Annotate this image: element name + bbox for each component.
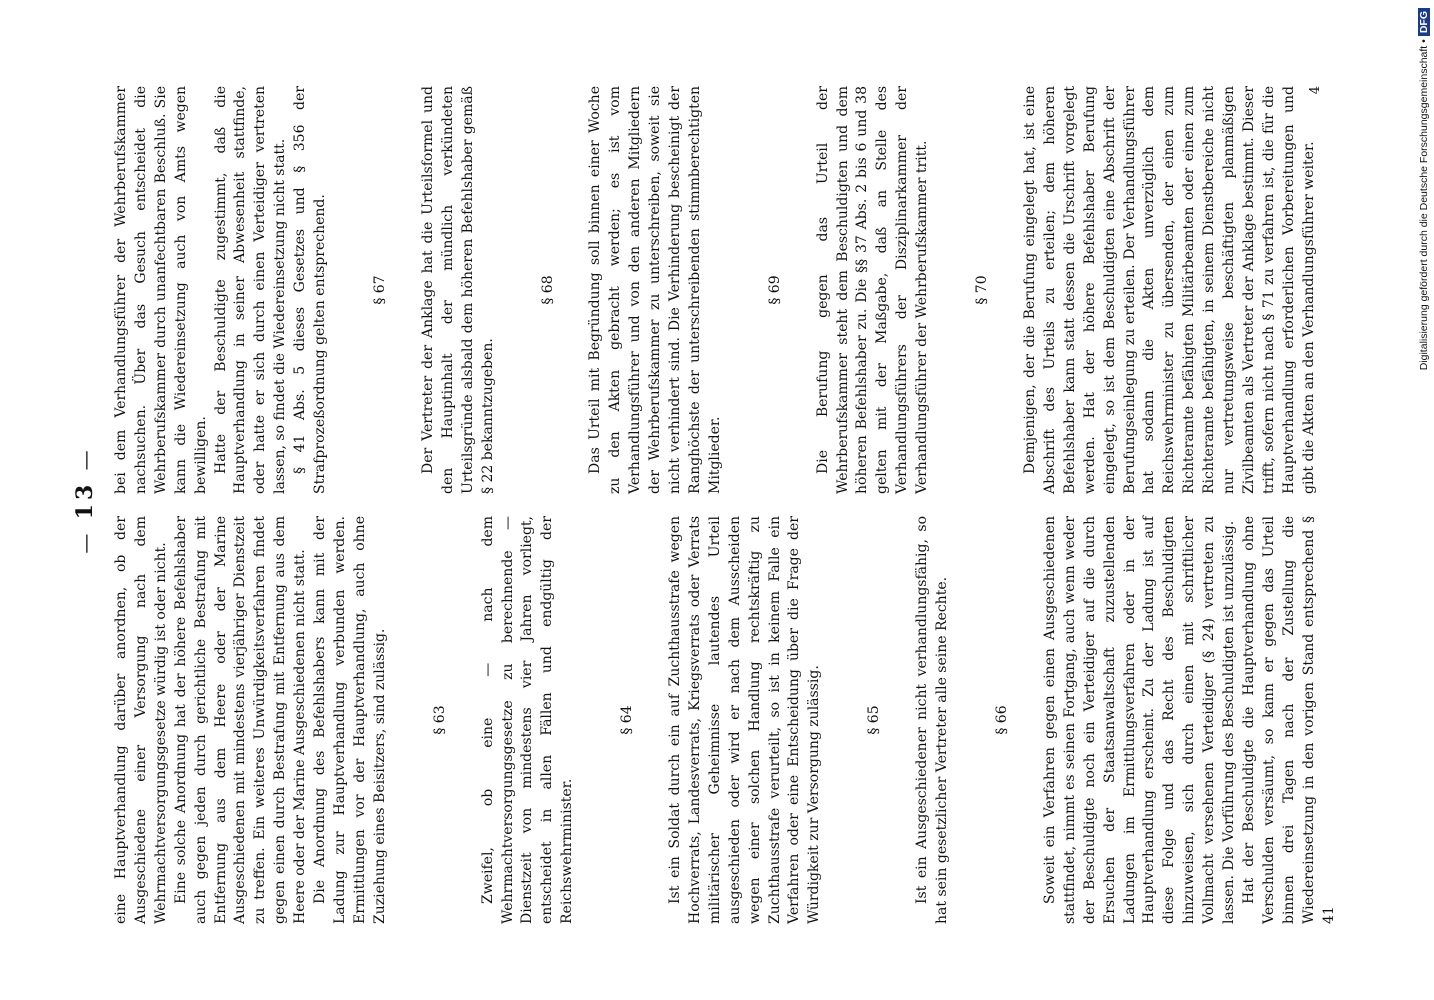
- section-heading-70: § 70: [974, 275, 991, 305]
- page-number: 13: [72, 480, 98, 520]
- paragraph: Die Berufung gegen das Urteil der Wehrberufskammer steht dem Beschuldigten und dem höheren Befehlshaber zu. Die §§ 37 Abs. 2 bis 6 und 38 gelten mit der Maßgabe, daß an Stelle des Verhandlungsführers der Disziplinarkammer der Verhandlungsführer der Wehrberufskammer tritt.: [814, 86, 931, 494]
- paragraph: § 41 Abs. 5 dieses Gesetzes und § 356 der Strafprozeßordnung gelten entsprechend.: [292, 86, 329, 494]
- section-heading-67: § 67: [371, 275, 388, 305]
- paragraph: Soweit ein Verfahren gegen einen Ausgeschiedenen stattfindet, nimmt es seinen Fortgang, auch wenn weder der Beschuldigte noch ein Verteidiger auf die durch Ersuchen der Staatsanwaltschaft zuzustellenden Ladungen im Ermittlungsverfahren oder in der Hauptverhandlung erscheint. Zu der Ladung ist auf diese Folge und das Recht des Beschuldigten hinzuweisen, sich durch einen mit schriftlicher Vollmacht versehenen Verteidiger (§ 24) vertreten zu lassen. Die Vorführung des Beschuldigten ist unzulässig.: [1041, 516, 1238, 924]
- signature-mark: 4: [1308, 86, 1323, 95]
- section-heading-66: § 66: [994, 705, 1010, 735]
- dfg-logo: DFG: [1418, 8, 1430, 36]
- section-heading-69: § 69: [766, 275, 783, 305]
- paragraph: Hat der Beschuldigte die Hauptverhandlung ohne Verschulden versäumt, so kann er gegen das Urteil binnen drei Tagen nach der Zustellung die Wiedereinsetzung in den vorigen Stand entsprechend § 41: [1240, 516, 1337, 924]
- paragraph: Zweifel, ob eine — nach dem Wehrmachtversorgungsgesetze zu berechnende — Dienstzeit von mindestens vier Jahren vorliegt, entscheidet in allen Fällen und endgültig der Reichswehrminister.: [479, 516, 576, 924]
- left-text-column: [112, 516, 1340, 924]
- paragraph: Der Vertreter der Anklage hat die Urteilsformel und den Hauptinhalt der mündlich verkündeten Urteilsgründe alsbald dem höheren Befehlshaber gemäß § 22 bekanntzugeben.: [419, 86, 496, 494]
- section-heading-64: § 64: [619, 705, 636, 735]
- paragraph: Ist ein Soldat durch ein auf Zuchthausstrafe wegen Hochverrats, Landesverrats, Kriegsverrats oder Verrats militärischer Geheimnisse lautendes Urteil ausgeschieden oder wird er nach dem Ausscheiden wegen einer solchen Handlung rechtskräftig zu Zuchthausstrafe verurteilt, so ist in keinem Falle ein Verfahren oder eine Entscheidung über die Frage der Würdigkeit zur Versorgung zulässig.: [667, 516, 823, 924]
- paragraph: eine Hauptverhandlung darüber anordnen, ob der Ausgeschiedene einer Versorgung nach dem Wehrmachtversorgungsgesetze würdig ist oder nicht.: [113, 516, 169, 924]
- paragraph: Die Anordnung des Befehlshabers kann mit der Ladung zur Hauptverhandlung verbunden werden. Ermittlungen vor der Hauptverhandlung, auch ohne Zuziehung eines Beisitzers, sind zulässig.: [312, 516, 388, 924]
- paragraph: Demjenigen, der die Berufung eingelegt hat, ist eine Abschrift des Urteils zu erteilen; dem höheren Befehlshaber kann statt dessen die Urschrift vorgelegt werden. Hat der höhere Befehlshaber Berufung eingelegt, so ist dem Beschuldigten eine Abschrift der Berufungseinlegung zu erteilen. Der Verhandlungsführer hat sodann die Akten unverzüglich dem Reichswehrminister zu übersenden, der einen zum Richteramte befähigten Militärbeamten oder einen zum Richteramte befähigten, in seinem Dienstbereiche nicht nur vertretungsweise beschäftigten planmäßigen Zivilbeamten als Vertreter der Anklage bestimmt. Dieser trifft, sofern nicht nach § 71 zu verfahren ist, die für die Hauptverhandlung erforderlichen Vorbereitungen und gibt die Akten an den Verhandlungsführer weiter.: [1022, 86, 1317, 494]
- section-heading-65: § 65: [866, 705, 883, 735]
- right-text-column: [112, 86, 1320, 494]
- digitization-credit: [1418, 8, 1433, 988]
- paragraph: Ist ein Ausgeschiedener nicht verhandlungsfähig, so hat sein gesetzlicher Vertreter alle seine Rechte.: [914, 516, 951, 924]
- paragraph: Das Urteil mit Begründung soll binnen einer Woche zu den Akten gebracht werden; es ist vom Verhandlungsführer und von den anderen Mitgliedern der Wehrberufskammer zu unterschreiben, soweit sie nicht verhindert sind. Die Verhinderung bescheinigt der Ranghöchste der unterschreibenden stimmberechtigten Mitglieder.: [587, 86, 723, 494]
- paragraph: bei dem Verhandlungsführer der Wehrberufskammer nachsuchen. Über das Gesuch entscheidet die Wehrberufskammer durch unanfechtbaren Beschluß. Sie kann die Wiedereinsetzung auch von Amts wegen bewilligen.: [113, 86, 209, 494]
- section-heading-63: § 63: [431, 705, 448, 735]
- credit-text: Digitalisierung gefördert durch die Deutsche Forschungsgemeinschaft •: [1418, 39, 1430, 371]
- page-number-header: — 13 —: [72, 446, 98, 554]
- paragraph: Eine solche Anordnung hat der höhere Befehlshaber auch gegen jeden durch gerichtliche Bestrafung mit Entfernung aus dem Heere oder der Marine Ausgeschiedenen mit mindestens vierjähriger Dienstzeit zu treffen. Ein weiteres Unwürdigkeitsverfahren findet gegen einen durch Bestrafung mit Entfernung aus dem Heere oder der Marine Ausgeschiedenen nicht statt.: [172, 516, 309, 924]
- section-heading-68: § 68: [539, 275, 556, 305]
- paragraph: Hatte der Beschuldigte zugestimmt, daß die Hauptverhandlung in seiner Abwesenheit stattfinde, oder hatte er sich durch einen Verteidiger vertreten lassen, so findet die Wiedereinsetzung nicht statt.: [212, 86, 289, 494]
